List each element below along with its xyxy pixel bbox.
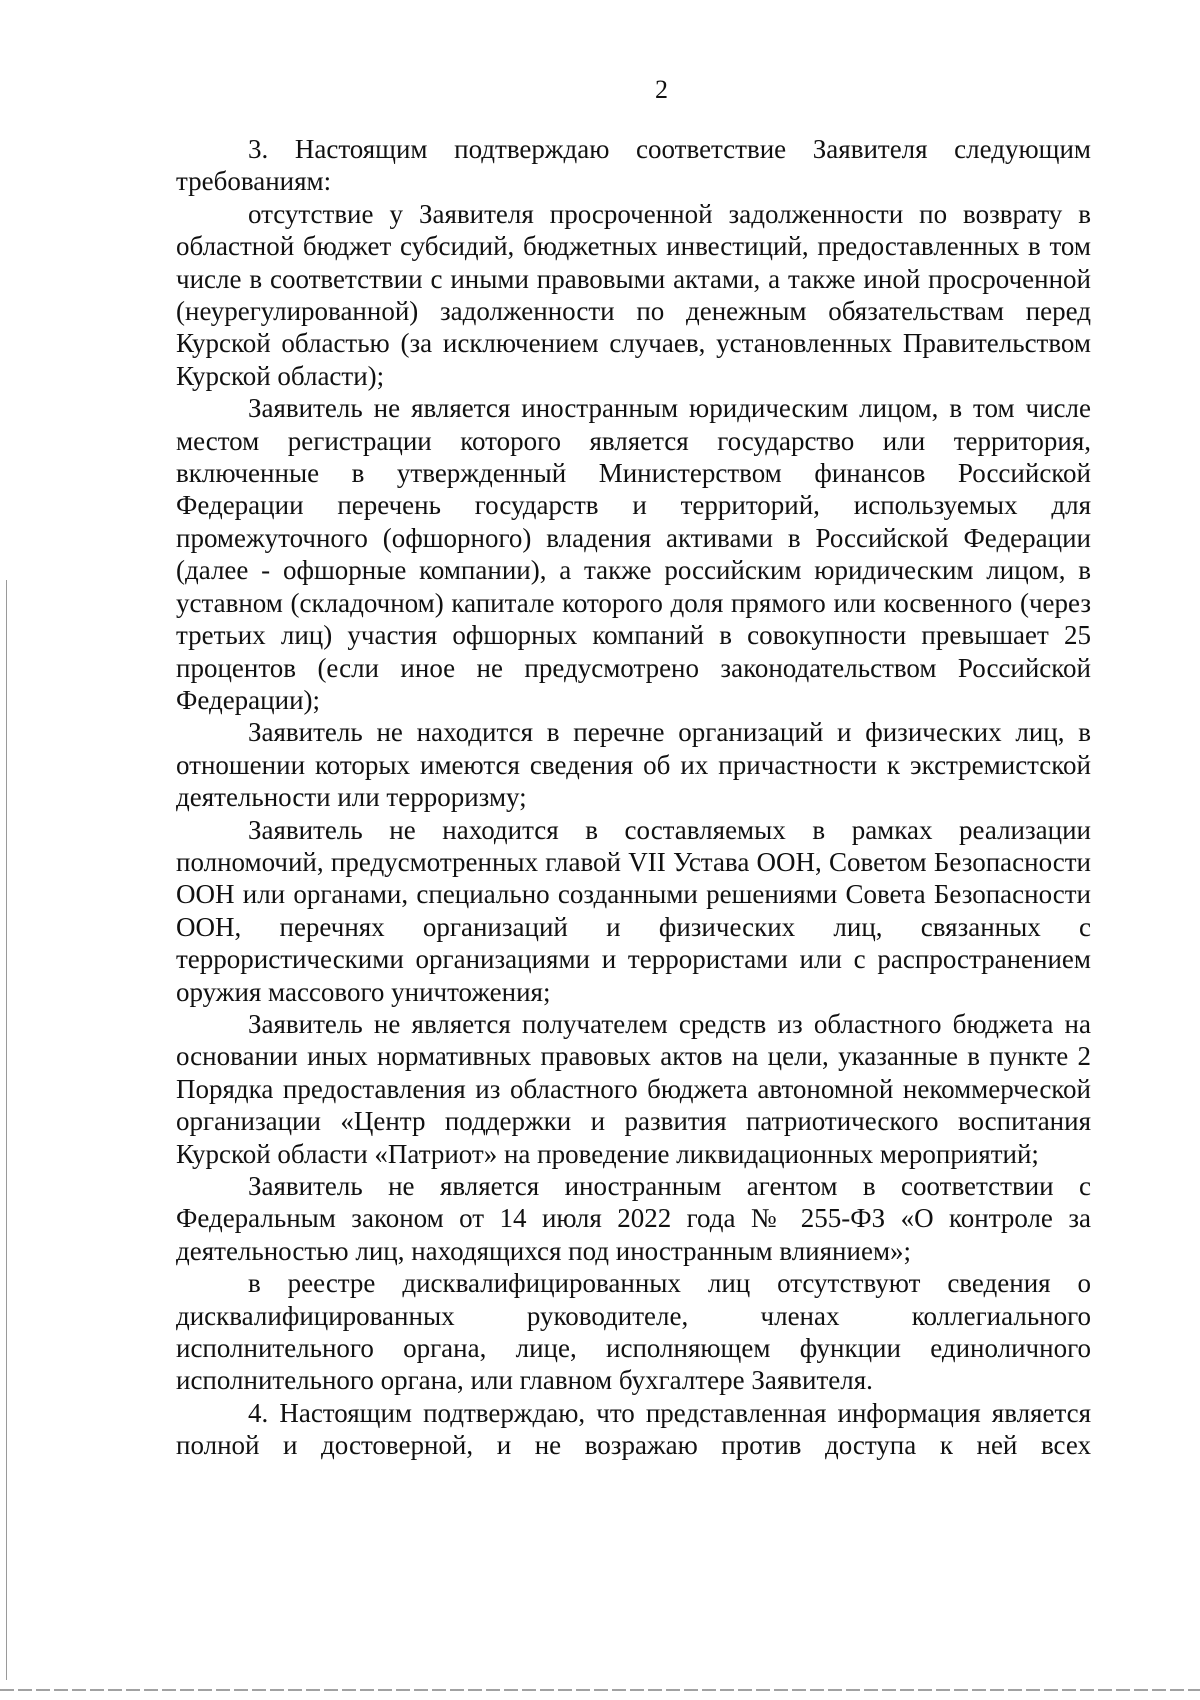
paragraph-not-extremism-list: Заявитель не находится в перечне организаций и физических лиц, в отношении которых имеются сведения об их причастности к экстремистской деятельности или терроризму; — [176, 717, 1091, 813]
paragraph-disqualified-registry: в реестре дисквалифицированных лиц отсутствуют сведения о дисквалифицированных руководителе, членах коллегиального исполнительного органа, лице, исполняющем функции единоличного исполнительного органа, или главном бухгалтере Заявителя. — [176, 1268, 1091, 1396]
scan-bottom-edge — [0, 1689, 1200, 1691]
paragraph-not-budget-recipient: Заявитель не является получателем средств из областного бюджета на основании иных нормативных правовых актов на цели, указанные в пункте 2 Порядка предоставления из областного бюджета автономной некоммерческой организации «Центр поддержки и развития патриотического воспитания Курской области «Патриот» на проведение ликвидационных мероприятий; — [176, 1008, 1091, 1169]
paragraph-not-foreign-entity: Заявитель не является иностранным юридическим лицом, в том числе местом регистрации которого является государство или территория, включенные в утвержденный Министерством финансов Российской Федерации перечень государств и территорий, используемых для промежуточного (офшорного) владения активами в Российской Федерации (далее - офшорные компании), а также российским юридическим лицом, в уставном (складочном) капитале которого доля прямого или косвенного (через третьих лиц) участия офшорных компаний в совокупности превышает 25 процентов (если иное не предусмотрено законодательством Российской Федерации); — [176, 393, 1091, 715]
paragraph-section-3: 3. Настоящим подтверждаю соответствие Заявителя следующим требованиям: — [176, 134, 1091, 197]
document-body — [176, 133, 1091, 1462]
paragraph-not-foreign-agent: Заявитель не является иностранным агентом в соответствии с Федеральным законом от 14 июля 2022 года № 255-ФЗ «О контроле за деятельностью лиц, находящихся под иностранным влиянием»; — [176, 1171, 1091, 1266]
paragraph-section-4: 4. Настоящим подтверждаю, что представленная информация является полной и достоверной, и не возражаю против доступа к ней всех — [176, 1397, 1091, 1461]
paragraph-not-un-list: Заявитель не находится в составляемых в рамках реализации полномочий, предусмотренных главой VII Устава ООН, Советом Безопасности ООН или органами, специально созданными решениями Совета Безопасности ООН, перечнях организаций и физических лиц, связанных с террористическими организациями и террористами или с распространением оружия массового уничтожения; — [176, 814, 1091, 1007]
paragraph-no-overdue-debt: отсутствие у Заявителя просроченной задолженности по возврату в областной бюджет субсидий, бюджетных инвестиций, предоставленных в том числе в соответствии с иными правовыми актами, а также иной просроченной (неурегулированной) задолженности по денежным обязательствам перед Курской областью (за исключением случаев, установленных Правительством Курской области); — [176, 198, 1091, 391]
page-number: 2 — [655, 75, 668, 104]
scan-left-edge — [6, 580, 7, 1680]
